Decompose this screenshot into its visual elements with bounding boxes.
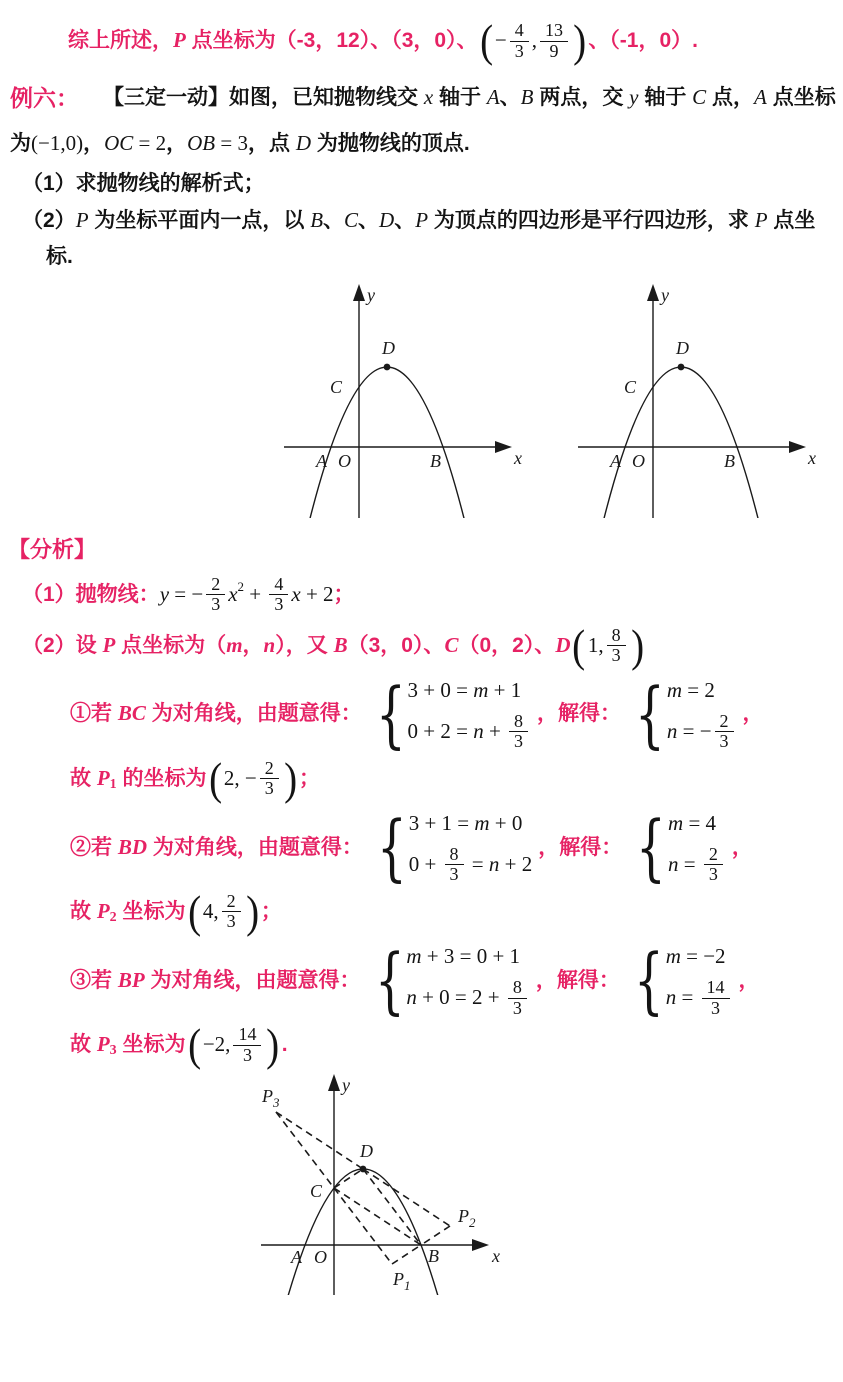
equation-row: m + 3 = 0 + 1 <box>406 943 521 968</box>
case-1-solution-system <box>627 672 737 757</box>
point-label-a: A <box>291 1247 302 1268</box>
result-line-1: 故 P $_1$ 的坐标为 ( 2, − $\frac{2}{3}$ ) ； <box>70 752 321 804</box>
segment-c-d <box>334 1169 363 1188</box>
segment-p3-d <box>276 1112 363 1169</box>
equation-row: 0 + 2 = n + $\frac{8}{3}$ <box>408 712 532 752</box>
x-axis-arrow-icon <box>495 441 512 453</box>
segment-p2-b <box>421 1226 450 1245</box>
x-axis-arrow-icon <box>789 441 806 453</box>
question-2-continuation: 标. <box>46 244 73 268</box>
x-axis-arrow-icon <box>472 1239 489 1251</box>
segment-c-b <box>334 1188 421 1245</box>
solution-figure <box>236 1070 576 1295</box>
case-1-head: ①若 BC 为对角线，由题意得： <box>70 701 362 726</box>
example-label: 例六： <box>10 85 79 111</box>
point-label-c: C <box>623 377 636 398</box>
y-axis-arrow-icon <box>647 284 659 301</box>
point-label-p2: $P_2$ <box>458 1206 476 1231</box>
brace-icon: { <box>374 938 405 1023</box>
parabola-curve <box>285 1169 439 1295</box>
example-line-2: 为(−1,0)，OC = 2，OB = 3，点 D 为抛物线的顶点. <box>10 130 470 155</box>
case-2-tail: ， <box>731 835 753 859</box>
origin-label: O <box>314 1247 327 1268</box>
point-label-b: B <box>430 451 441 472</box>
y-axis-label: y <box>367 285 375 306</box>
y-axis-arrow-icon <box>353 284 365 301</box>
question-2: （2）P 为坐标平面内一点，以 B、C、D、P 为顶点的四边形是平行四边形，求 P 点坐 <box>22 208 816 233</box>
figures-row <box>264 282 843 518</box>
case-2-solve-label: ，解得： <box>538 835 623 859</box>
equation-row: 3 + 1 = m + 0 <box>408 810 523 835</box>
solution-figure-wrap <box>236 1070 843 1302</box>
y-axis-label: y <box>661 285 669 306</box>
case-block-2 <box>70 805 843 890</box>
vertex-dot <box>678 364 685 371</box>
case-2-system <box>369 805 533 890</box>
segment-c-p1 <box>334 1188 392 1264</box>
point-label-a: A <box>610 451 621 472</box>
equation-row: m = 4 <box>668 810 717 835</box>
brace-icon: { <box>376 805 407 890</box>
brace-icon: { <box>375 672 406 757</box>
segment-d-p2 <box>363 1169 450 1226</box>
case-3-tail: ， <box>738 968 760 992</box>
brace-icon: { <box>633 938 664 1023</box>
point-label-d: D <box>360 1141 373 1162</box>
point-label-c: C <box>329 377 342 398</box>
point-label-d: D <box>676 338 689 359</box>
origin-label: O <box>632 451 645 472</box>
case-2-solution-system <box>628 805 726 890</box>
example-line-1: 【三定一动】如图，已知抛物线交 x 轴于 A、B 两点，交 y 轴于 C 点，A 点坐标 <box>103 85 836 109</box>
case-1-tail: ， <box>742 702 764 726</box>
point-label-b: B <box>724 451 735 472</box>
point-label-c: C <box>309 1181 322 1202</box>
point-label-p3: $P_3$ <box>262 1086 280 1111</box>
vertex-dot <box>384 364 391 371</box>
parabola-figure-2 <box>558 282 838 518</box>
y-axis-label: y <box>342 1075 350 1096</box>
result-line-3: 故 P $_3$ 坐标为 ( −2, $\frac{14}{3}$ ) . <box>70 1019 288 1071</box>
case-1-system <box>368 672 531 757</box>
y-axis-arrow-icon <box>328 1074 340 1091</box>
equation-row: n = $\frac{14}{3}$ <box>666 978 733 1018</box>
origin-label: O <box>338 451 351 472</box>
segment-p3-c <box>276 1112 334 1188</box>
parabola-figure-1 <box>264 282 544 518</box>
case-3-system <box>367 938 530 1023</box>
equation-row: n = − $\frac{2}{3}$ <box>667 712 737 752</box>
point-label-a: A <box>316 451 327 472</box>
equation-row: m = 2 <box>666 677 715 702</box>
parallelogram-dashed-segments <box>276 1112 450 1267</box>
case-2-head: ②若 BD 为对角线，由题意得： <box>70 834 363 859</box>
analysis-line-2: （2）设 P 点坐标为（ m ， n ），又 B （3，0）、 C （0，2）、 D ( 1, $\frac{8}{3}$ ) <box>22 619 644 671</box>
case-1-solve-label: ，解得： <box>537 702 622 726</box>
segment-p1-b <box>392 1245 421 1264</box>
equation-row: m = −2 <box>665 943 726 968</box>
x-axis-label: x <box>808 448 816 469</box>
point-label-p1: $P_1$ <box>393 1269 411 1294</box>
brace-icon: { <box>636 805 667 890</box>
vertex-dot <box>360 1166 367 1173</box>
analysis-line-1: （1）抛物线： y = − $\frac{2}{3}$ x $^2$ + $\frac{4}{3}$ x + 2 ； <box>22 573 355 615</box>
conclusion-line: 综上所述， P 点坐标为（-3，12）、（3，0）、 ( − $\frac{4}{3}$ , $\frac{13}{9}$ ) 、（-1，0）. <box>68 15 698 66</box>
case-3-head: ③若 BP 为对角线，由题意得： <box>70 967 361 992</box>
x-axis-label: x <box>514 448 522 469</box>
x-axis-label: x <box>492 1246 500 1267</box>
brace-icon: { <box>635 672 665 757</box>
equation-row: n + 0 = 2 + $\frac{8}{3}$ <box>406 978 530 1018</box>
equation-row: 3 + 0 = m + 1 <box>407 677 522 702</box>
equation-row: n = $\frac{2}{3}$ <box>668 845 726 885</box>
case-3-solve-label: ，解得： <box>535 968 620 992</box>
segment-d-b <box>363 1169 421 1245</box>
equation-row: 0 + $\frac{8}{3}$ = n + 2 <box>408 844 533 885</box>
result-line-2: 故 P $_2$ 坐标为 ( 4, $\frac{2}{3}$ ) ； <box>70 885 282 937</box>
analysis-header: 【分析】 <box>8 537 97 563</box>
question-1: （1）求抛物线的解析式； <box>22 172 265 196</box>
point-label-d: D <box>382 338 395 359</box>
case-block-3 <box>70 938 843 1023</box>
example-section-heading <box>10 84 843 114</box>
case-3-solution-system <box>626 938 733 1023</box>
case-block-1 <box>70 672 843 757</box>
point-label-b: B <box>428 1246 439 1267</box>
